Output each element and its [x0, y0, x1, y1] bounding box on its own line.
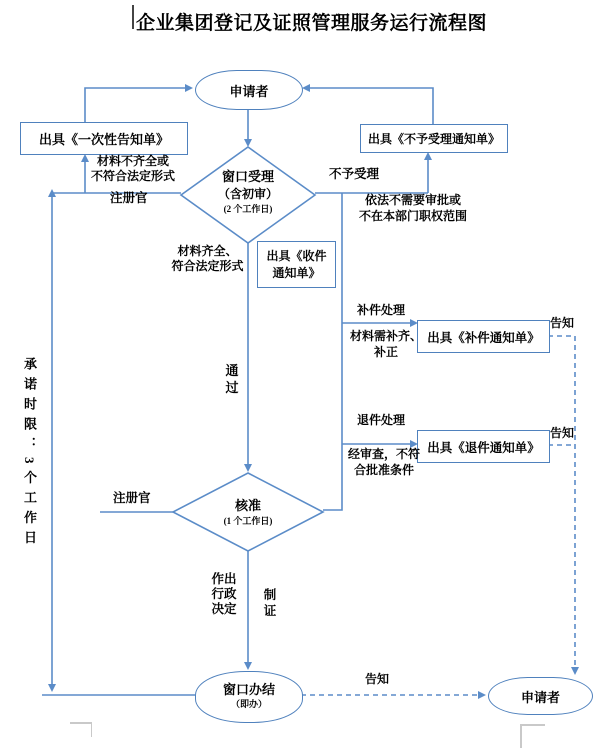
- label-supplement-process: 补件处理: [357, 303, 406, 317]
- node-label: 核准: [234, 498, 261, 513]
- label-materials-supplement: 材料需补齐、 补正: [349, 329, 422, 359]
- arrowhead: [185, 84, 193, 92]
- node-applicant-bottom: [488, 677, 593, 715]
- label-pass: 通 过: [225, 363, 239, 395]
- label-inform-complete: 告知: [365, 672, 390, 686]
- label-materials-incomplete: 材料不齐全或 不符合法定形式: [90, 154, 175, 183]
- arrowhead: [478, 691, 486, 699]
- label-admin-decision: 作出 行政 决定: [211, 572, 237, 616]
- arrowhead: [424, 152, 432, 160]
- node-approval-text: [198, 495, 298, 527]
- label-not-accepted: 不予受理: [329, 167, 380, 181]
- label-return-process: 退件处理: [357, 413, 406, 427]
- node-label: 出具《一次性告知单》: [38, 132, 169, 147]
- node-window-accept-text: [198, 166, 298, 215]
- node-one-time-notice: [20, 122, 188, 155]
- arrowhead: [302, 84, 310, 92]
- node-supplement-notice: [417, 320, 550, 353]
- node-label: (1 个工作日): [223, 516, 273, 526]
- node-label: (2 个工作日): [223, 204, 273, 214]
- label-no-approval-needed: 依法不需要审批或 不在本部门职权范围: [358, 193, 467, 223]
- node-receipt-notice: [257, 241, 336, 288]
- arrowhead: [48, 684, 56, 692]
- node-label: 通知单》: [272, 265, 321, 280]
- node-label: 出具《退件通知单》: [427, 440, 540, 455]
- label-inform-return: 告知: [550, 426, 575, 440]
- node-label: 出具《不予受理通知单》: [367, 132, 500, 146]
- node-label: 窗口办结: [222, 682, 275, 697]
- node-label: （含初审）: [217, 187, 278, 201]
- arrowhead: [571, 667, 579, 675]
- node-window-complete: [195, 671, 303, 723]
- page-title: 企业集团登记及证照管理服务运行流程图: [136, 13, 488, 34]
- label-materials-complete: 材料齐全、 符合法定形式: [171, 244, 244, 273]
- node-label: 出具《补件通知单》: [427, 330, 540, 345]
- node-label: （即办）: [230, 699, 267, 709]
- node-return-notice: [417, 430, 550, 463]
- arrowhead: [244, 464, 252, 472]
- line-onetime-to-applicant: [85, 88, 189, 122]
- node-label: 申请者: [520, 689, 560, 705]
- node-reject-notice: [360, 124, 508, 153]
- arrowhead: [244, 662, 252, 670]
- line-reject-to-applicant: [306, 88, 433, 124]
- label-make-certificate: 制 证: [263, 588, 277, 618]
- node-label: 出具《收件: [266, 248, 327, 263]
- arrowhead: [244, 139, 252, 147]
- node-label: 申请者: [229, 83, 269, 99]
- node-applicant-top: [195, 70, 303, 110]
- label-registrar-top: 注册官: [110, 191, 148, 205]
- label-inform-supplement: 告知: [550, 316, 575, 330]
- label-registrar-bottom: 注册官: [113, 491, 151, 505]
- label-review-fail: 经审查，不符 合批准条件: [347, 447, 420, 477]
- node-label: 窗口受理: [221, 169, 274, 184]
- label-time-limit: 承诺时限：3个工作日: [22, 357, 37, 551]
